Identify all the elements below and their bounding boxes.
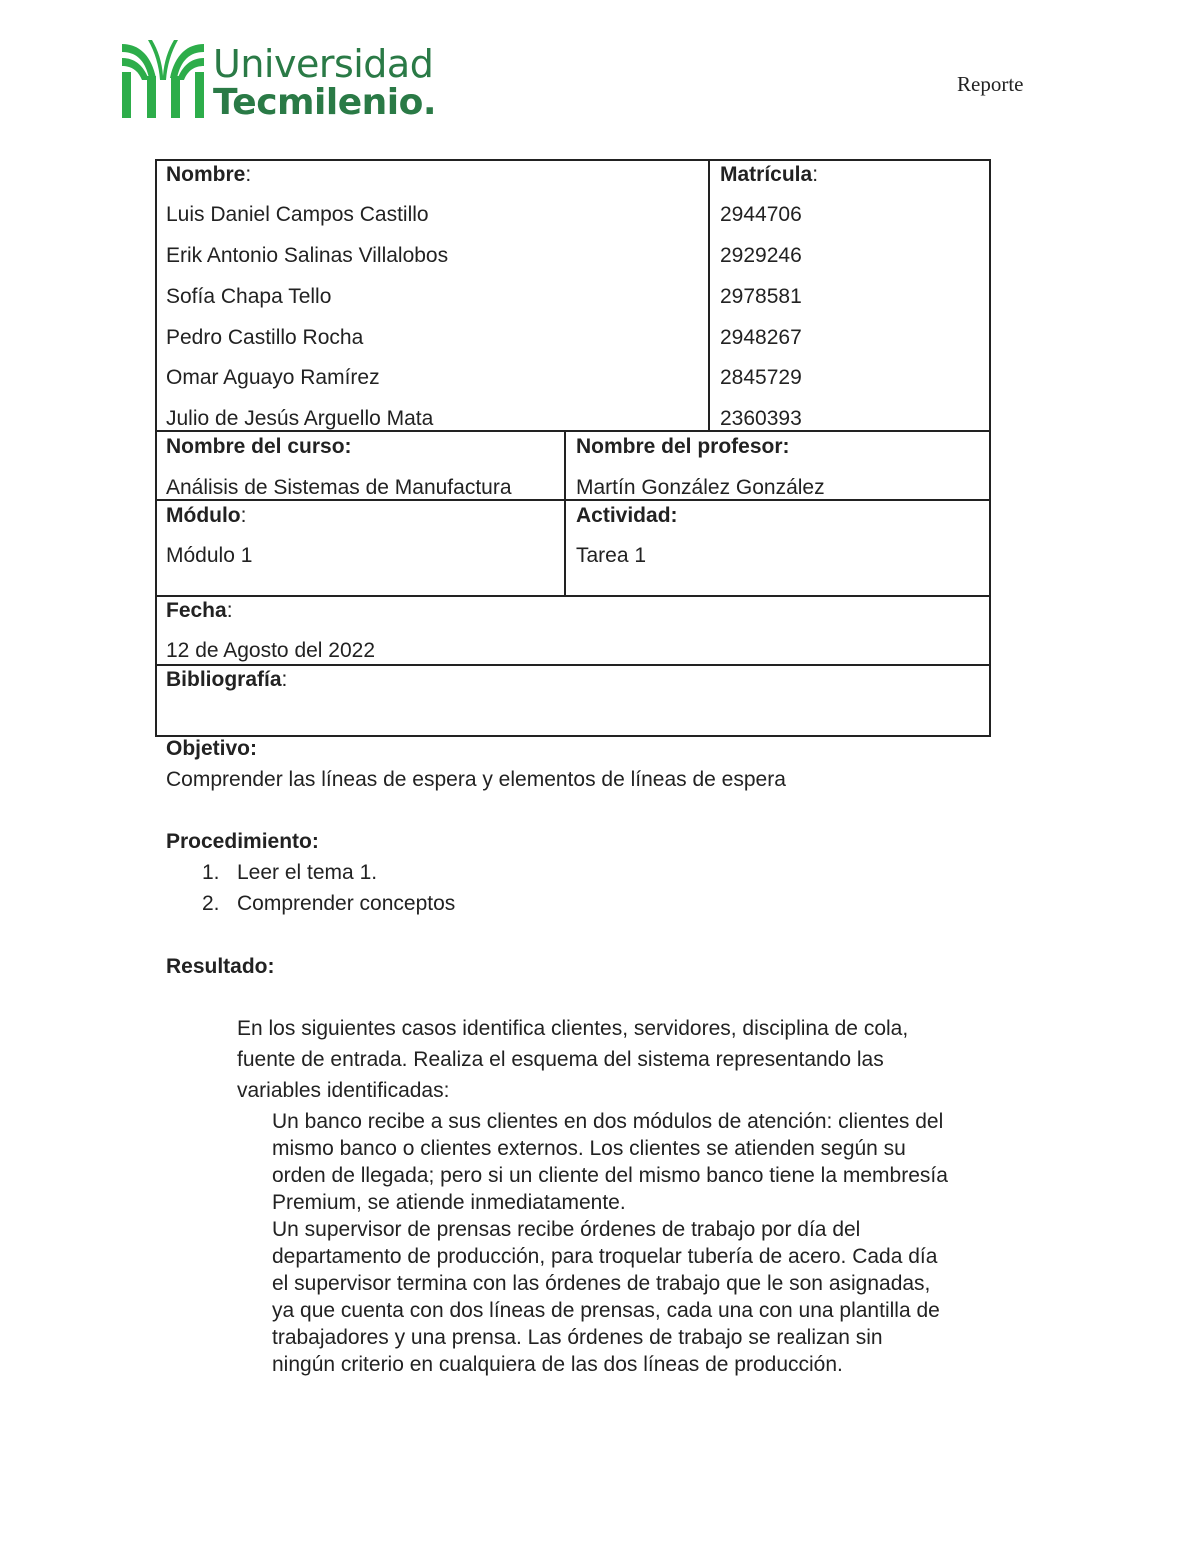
- document-type-label: Reporte: [957, 72, 1024, 96]
- student-name: Julio de Jesús Arguello Mata: [166, 407, 434, 430]
- modulo-label: Módulo:: [166, 504, 247, 527]
- resultado-cases: [272, 1108, 948, 1378]
- paragraph-line: ya que cuenta con dos líneas de prensas, cada una con una plantilla de: [272, 1299, 940, 1322]
- paragraph-line: orden de llegada; pero si un cliente del mismo banco tiene la membresía: [272, 1164, 948, 1187]
- paragraph-line: trabajadores y una prensa. Las órdenes de trabajo se realizan sin: [272, 1326, 883, 1349]
- profesor-label: Nombre del profesor:: [576, 435, 790, 458]
- student-id: 2978581: [720, 285, 802, 308]
- logo-wordmark-line2: Tecmilenio.: [213, 82, 437, 123]
- curso-value: Análisis de Sistemas de Manufactura: [166, 476, 512, 499]
- paragraph-line: Un banco recibe a sus clientes en dos módulos de atención: clientes del: [272, 1110, 944, 1133]
- list-item: Comprender conceptos: [237, 892, 456, 915]
- list-item-number: 1.: [202, 861, 220, 884]
- divider: [157, 664, 989, 666]
- tecmilenio-tree-icon: [118, 36, 208, 122]
- student-id: 2360393: [720, 407, 802, 430]
- student-name: Sofía Chapa Tello: [166, 285, 332, 308]
- student-name: Pedro Castillo Rocha: [166, 326, 364, 349]
- student-name: Luis Daniel Campos Castillo: [166, 203, 429, 226]
- student-id: 2948267: [720, 326, 802, 349]
- actividad-label: Actividad:: [576, 504, 678, 527]
- paragraph-line: mismo banco o clientes externos. Los clientes se atienden según su: [272, 1137, 906, 1160]
- resultado-label: Resultado:: [166, 955, 275, 978]
- paragraph-line: Un supervisor de prensas recibe órdenes de trabajo por día del: [272, 1218, 861, 1241]
- matricula-label: Matrícula:: [720, 163, 819, 186]
- paragraph-line: departamento de producción, para troquelar tubería de acero. Cada día: [272, 1245, 938, 1268]
- nombre-label: Nombre:: [166, 163, 252, 186]
- paragraph-line: Premium, se atiende inmediatamente.: [272, 1191, 626, 1214]
- university-logo: [118, 36, 448, 122]
- student-id: 2845729: [720, 366, 802, 389]
- objetivo-text: Comprender las líneas de espera y elementos de líneas de espera: [166, 768, 786, 791]
- objetivo-label: Objetivo:: [166, 737, 258, 760]
- fecha-value: 12 de Agosto del 2022: [166, 639, 376, 662]
- student-id: 2929246: [720, 244, 802, 267]
- paragraph-line: fuente de entrada. Realiza el esquema del sistema representando las: [237, 1048, 884, 1071]
- actividad-value: Tarea 1: [576, 544, 647, 567]
- curso-label: Nombre del curso:: [166, 435, 352, 458]
- list-item-number: 2.: [202, 892, 220, 915]
- student-id: 2944706: [720, 203, 802, 226]
- divider: [564, 431, 566, 597]
- resultado-intro: [237, 1013, 908, 1106]
- procedimiento-label: Procedimiento:: [166, 830, 319, 853]
- modulo-value: Módulo 1: [166, 544, 253, 567]
- list-item: Leer el tema 1.: [237, 861, 378, 884]
- divider: [708, 161, 710, 431]
- fecha-label: Fecha:: [166, 599, 233, 622]
- divider: [157, 595, 989, 597]
- student-name: Erik Antonio Salinas Villalobos: [166, 244, 449, 267]
- student-name: Omar Aguayo Ramírez: [166, 366, 380, 389]
- profesor-value: Martín González González: [576, 476, 825, 499]
- paragraph-line: En los siguientes casos identifica clientes, servidores, disciplina de cola,: [237, 1017, 909, 1040]
- logo-wordmark-line1: Universidad: [213, 42, 434, 86]
- paragraph-line: el supervisor termina con las órdenes de trabajo que le son asignadas,: [272, 1272, 931, 1295]
- bibliografia-label: Bibliografía:: [166, 668, 288, 691]
- paragraph-line: ningún criterio en cualquiera de las dos líneas de producción.: [272, 1353, 843, 1376]
- paragraph-line: variables identificadas:: [237, 1079, 450, 1102]
